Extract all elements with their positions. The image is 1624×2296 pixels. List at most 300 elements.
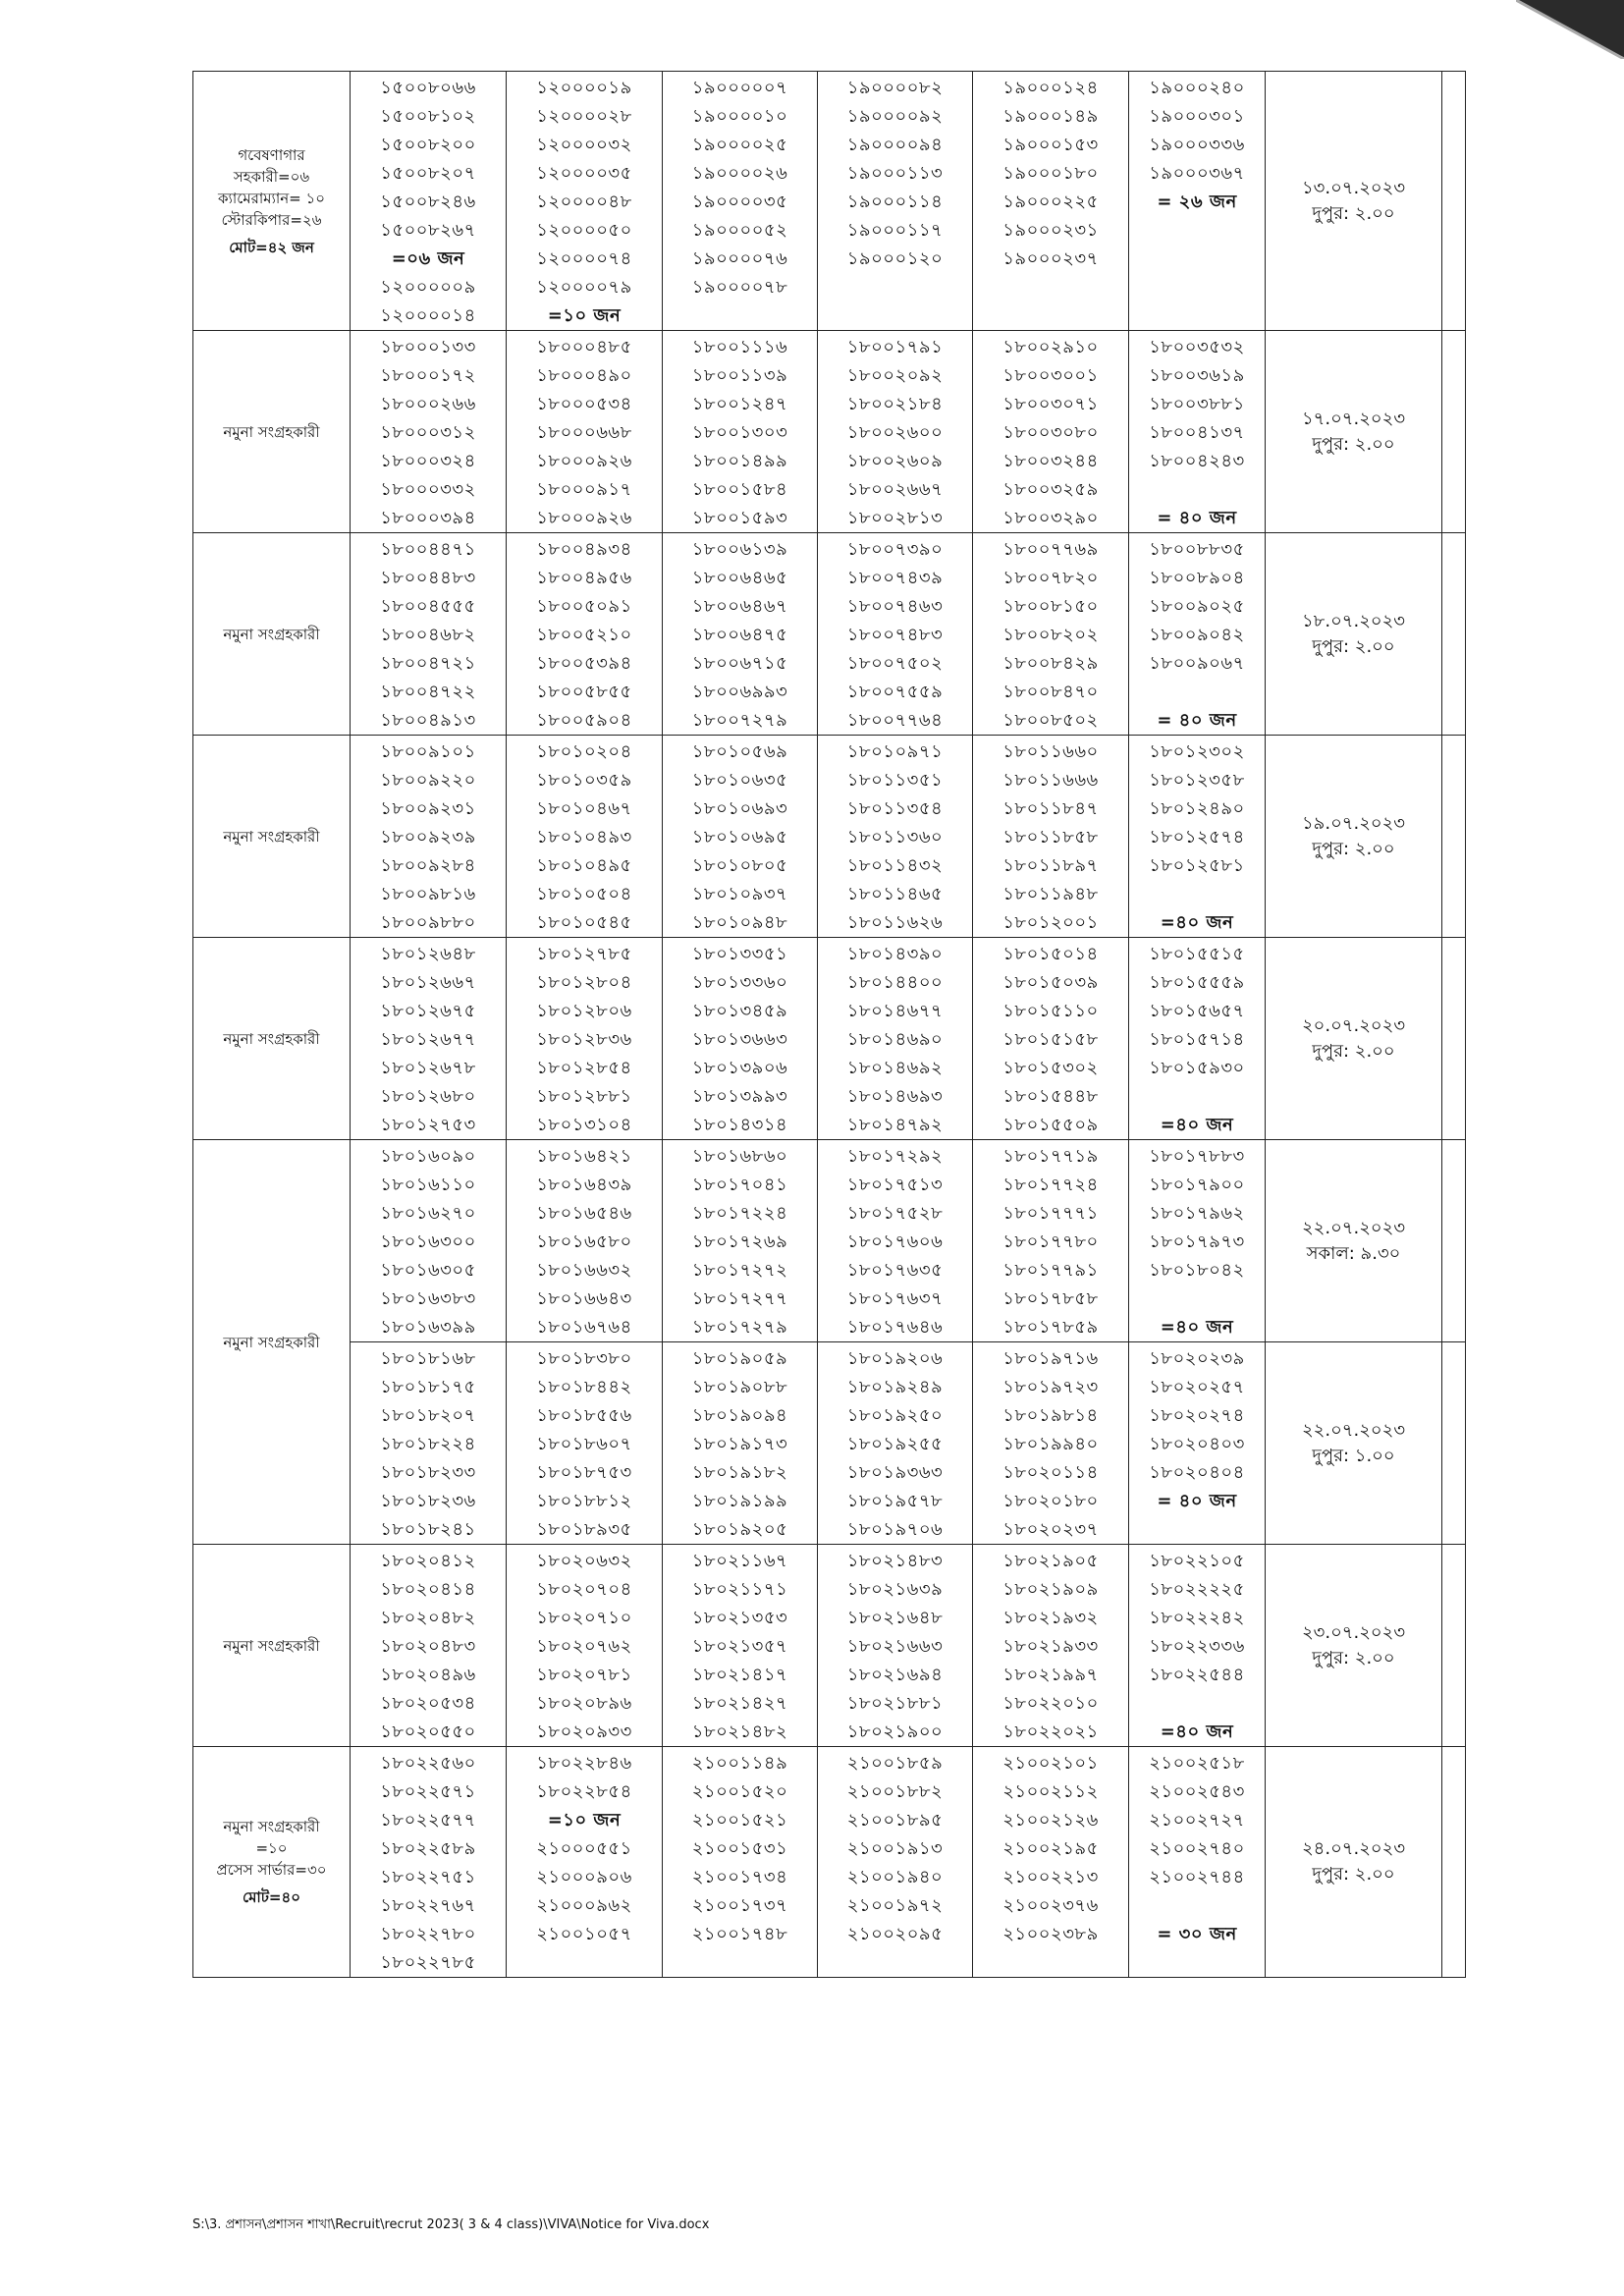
roll-number: ১২০০০০১৪ [380,305,476,326]
roll-number: ১৮০০৯২৮৪ [380,855,476,876]
post-category-cell [193,1545,351,1747]
roll-number: ১৮০২০২৭৪ [1149,1405,1245,1426]
roll-number: ১৮০০১২৪৭ [691,394,788,414]
roll-number: ১৮০১৪৩১৪ [691,1115,788,1135]
roll-number: ১৮০০৬৭১৫ [691,653,788,674]
roll-number: ১৮০২০৭৮১ [536,1665,632,1685]
roll-number: ১৮০১৯০৯৪ [691,1405,788,1426]
viva-time: সকাল: ৯.৩০ [1306,1242,1401,1264]
viva-date: ১৮.০৭.২০২৩ [1301,610,1406,631]
roll-number: ১৮০২০৪০৪ [1149,1462,1245,1483]
roll-number: ১৮০০৭৪৩৯ [846,568,944,588]
roll-number: ১৮০১৪৬৯৩ [846,1086,944,1107]
roll-number: ১৮০২১৩৫৩ [691,1608,788,1628]
roll-number: ১৮০১৫৭১৪ [1149,1029,1245,1050]
roll-number: ১৮০১২৮০৪ [536,972,632,993]
roll-number: ২১০০১৯১৩ [846,1838,944,1859]
roll-number: ২১০০২৫১৮ [1149,1753,1245,1774]
roll-number: ১৮০০৯৮৮০ [380,912,476,933]
roll-number: ১৮০০৭৪৬৩ [846,596,944,617]
schedule-body [193,72,1466,1978]
roll-number: ১৮০১৪৬৯০ [846,1029,944,1050]
roll-number: ১৮০১১৮৪৭ [1002,798,1099,819]
roll-number: ১৮০১৪৬৭৭ [846,1001,944,1021]
candidate-count: =০৬ জন [391,248,465,269]
roll-number: ১৮০১০৪৬৭ [536,798,632,819]
roll-number: ১৮০১৮৫৫৬ [536,1405,632,1426]
viva-time: দুপুর: ২.০০ [1312,1864,1395,1885]
roll-number: ১৮০০০৩২৪ [380,451,476,471]
post-category-line: নমুনা সংগ্রহকারী [223,422,320,441]
roll-number: ১৮০০৮৯০৪ [1149,568,1245,588]
roll-number: ২১০০১৫৩১ [691,1838,788,1859]
roll-number: ১৯০০০১২০ [846,248,944,269]
roll-number: ১৮০২২৫৬০ [380,1753,476,1774]
roll-number: ১৮০০৭৫৫৯ [846,682,944,702]
roll-number: ১৯০০০০৭৮ [691,277,788,298]
roll-number-cell [507,1140,663,1342]
roll-number: ১৮০১১৮৫৮ [1002,827,1099,847]
post-category-line: =১০ [255,1839,288,1857]
schedule-row [193,331,1466,533]
roll-number: ১৯০০০১৪৯ [1002,106,1099,127]
roll-number: ২১০০২০৯৫ [846,1924,944,1944]
roll-number: ১৮০১৫৫৫৯ [1149,972,1245,993]
roll-number: ১৮০১৫৫১৫ [1149,944,1245,964]
roll-number: ২১০০২২১৩ [1002,1867,1099,1887]
roll-number: ১৯০০০০৫২ [691,220,788,241]
roll-number-cell [351,331,507,533]
roll-number [1129,1689,1265,1718]
roll-number: ১৮০১৬৩৮৩ [380,1288,476,1309]
roll-number: ২১০০১৭৩৭ [691,1895,788,1916]
roll-number-cell [351,72,507,331]
roll-number: ১৮০১০৫৪৫ [536,912,632,933]
viva-date-cell [1266,1342,1442,1545]
roll-number: ১৮০০১১৩৯ [691,365,788,386]
roll-number: ১৮০১৩৬৬৩ [691,1029,788,1050]
roll-number-cell [973,72,1129,331]
viva-date-cell [1266,1545,1442,1747]
roll-number: ২১০০১৭৪৮ [691,1924,788,1944]
roll-number: ১৮০১৬৮৬০ [691,1146,788,1167]
roll-number: ১৮০০৮২০২ [1002,625,1099,645]
roll-number: ২১০০২১৯৫ [1002,1838,1099,1859]
roll-number: ১৮০১৫৬৫৭ [1149,1001,1245,1021]
roll-number-cell [351,1545,507,1747]
roll-number-cell [663,1747,818,1978]
roll-number: ১৮০১৬৪৩৯ [536,1175,632,1195]
roll-number: ১৮০২০১৮০ [1002,1491,1099,1511]
roll-number: ১৮০১৬৩০৫ [380,1260,476,1281]
roll-number-cell [1129,331,1266,533]
roll-number: ২১০০১১৪৯ [691,1753,788,1774]
roll-number: ১৮০১৯২৪৯ [846,1377,944,1397]
roll-number: ২১০০১৯৭২ [846,1895,944,1916]
roll-number: ১৮০০৬৪৬৫ [691,568,788,588]
roll-number: ১৮০১৫১৫৮ [1002,1029,1099,1050]
roll-number-cell [351,1747,507,1978]
roll-number: ১৮০১৬৬৪৩ [536,1288,632,1309]
roll-number: ১৮০১৯২০৫ [691,1519,788,1540]
post-category-total: মোট=৪০ [243,1888,300,1906]
roll-number: ১৮০১৬৭৬৪ [536,1317,632,1338]
viva-time: দুপুর: ১.০০ [1312,1445,1395,1466]
roll-number: ১৮০২২৭৮৫ [380,1952,476,1973]
roll-number: ১৮০১০২০৪ [536,741,632,762]
roll-number: ১৮০০৪৯৫৬ [536,568,632,588]
roll-number: ১৮০০০৪৮৫ [536,337,632,357]
roll-number: ১৮০২১৯০৯ [1002,1579,1099,1600]
viva-time: দুপুর: ২.০০ [1312,433,1395,455]
roll-number: ১৮০০৫৮৫৫ [536,682,632,702]
roll-number: ১৮০১৬৩৯৯ [380,1317,476,1338]
roll-number: ১৮০১৭৯৭৩ [1149,1231,1245,1252]
roll-number: ১৮০১০৩৫৯ [536,770,632,791]
roll-number: ১৫০০৮২০৭ [380,163,476,184]
post-category-cell [193,1140,351,1545]
roll-number: ১৮০২১৯০৫ [1002,1551,1099,1571]
roll-number: ১৮০০৪১৩৭ [1149,422,1245,443]
roll-number: ১৮০২০১১৪ [1002,1462,1099,1483]
post-category-line: গবেষণাগার [238,145,305,164]
viva-date-cell [1266,331,1442,533]
post-category-line: নমুনা সংগ্রহকারী [223,1818,320,1835]
roll-number: ১৮০২১৪১৭ [691,1665,788,1685]
roll-number: ১৮০০৩৮৮১ [1149,394,1245,414]
roll-number-cell [1129,1342,1266,1545]
roll-number: ১৮০১৩৪৫৯ [691,1001,788,1021]
roll-number: ১৮০২২৭৮০ [380,1924,476,1944]
roll-number: ২১০০১৮৯৫ [846,1810,944,1831]
roll-number: ১৮০১৭৮৫৮ [1002,1288,1099,1309]
post-category-total: মোট=৪২ জন [229,238,314,256]
roll-number: ২১০০১৫২১ [691,1810,788,1831]
roll-number-cell [973,1747,1129,1978]
schedule-row [193,1747,1466,1978]
roll-number: ১৮০১৭৭৮০ [1002,1231,1099,1252]
roll-number: ১৯০০০১১৩ [846,163,944,184]
roll-number: ১৮০০১৫৮৪ [691,479,788,500]
roll-number: ১৮০০০৩৯৪ [380,508,476,528]
roll-number: ১৮০১২৫৮১ [1149,855,1245,876]
viva-time: দুপুর: ২.০০ [1312,838,1395,859]
roll-number: ১৮০১৯৭২৩ [1002,1377,1099,1397]
blank-cell [1442,533,1466,736]
candidate-count: =৪০ জন [1160,1317,1234,1338]
schedule-row [193,736,1466,938]
roll-number: ১৮০২২৮৫৪ [536,1781,632,1802]
roll-number: ২১০০২৩৮৯ [1002,1924,1099,1944]
roll-number: ১৮০০৩২৪৪ [1002,451,1099,471]
blank-cell [1442,331,1466,533]
schedule-row [193,1545,1466,1747]
roll-number: ১৮০১৭৫১৩ [846,1175,944,1195]
roll-number: ১৮০০৮১৫০ [1002,596,1099,617]
schedule-row [193,1140,1466,1342]
roll-number: ১৮০০২১৮৪ [846,394,944,414]
roll-number: ১৮০০৩০০১ [1002,365,1099,386]
blank-cell [1442,72,1466,331]
roll-number-cell [973,1545,1129,1747]
roll-number-cell [973,736,1129,938]
roll-number: ১৮০১১৬৬০ [1002,741,1099,762]
roll-number: ১৮০১৯১৯৯ [691,1491,788,1511]
viva-date: ২২.০৭.২০২৩ [1301,1217,1406,1238]
roll-number: ২১০০২১২৬ [1002,1810,1099,1831]
roll-number-cell [1129,72,1266,331]
roll-number: ১৮০২২৭৬৭ [380,1895,476,1916]
roll-number: ১৮০০৩০৮০ [1002,422,1099,443]
viva-time: দুপুর: ২.০০ [1312,635,1395,657]
roll-number: ১৮০১২৩০২ [1149,741,1245,762]
roll-number: ১৮০১৮৪৪২ [536,1377,632,1397]
roll-number: ১৮০১৮২০৭ [380,1405,476,1426]
roll-number: ১৮০২১১৭১ [691,1579,788,1600]
roll-number: ১৮০১৬০৯০ [380,1146,476,1167]
roll-number: ১৮০০৯৮১৬ [380,884,476,904]
roll-number: ১৮০০৫২১০ [536,625,632,645]
roll-number: ১৮০১৮১৭৫ [380,1377,476,1397]
roll-number: ১৮০১৮২৪১ [380,1519,476,1540]
roll-number: ১৮০০৯০৬৭ [1149,653,1245,674]
roll-number: ১৮০১৯০৫৯ [691,1348,788,1369]
post-category-cell [193,72,351,331]
roll-number: ১৮০১৬৬৩২ [536,1260,632,1281]
blank-cell [1442,1747,1466,1978]
roll-number: ১৮০২১৪৮২ [691,1722,788,1742]
viva-date-cell [1266,938,1442,1140]
roll-number: ১৮০০৯২৩১ [380,798,476,819]
roll-number: ১৮০১৯১৮২ [691,1462,788,1483]
roll-number: ১৮০০৩০৭১ [1002,394,1099,414]
roll-number: ১৮০২০৪৮৩ [380,1636,476,1657]
roll-number: ১৮০০৬৪৬৭ [691,596,788,617]
viva-date: ২২.০৭.২০২৩ [1301,1419,1406,1441]
roll-number: ২১০০১৮৮২ [846,1781,944,1802]
roll-number: ১৯০০০০৮২ [846,78,944,98]
roll-number: ১৮০১৫০১৪ [1002,944,1099,964]
roll-number-cell [1129,1545,1266,1747]
roll-number: ১৮০০০৯১৭ [536,479,632,500]
candidate-count: =১০ জন [547,1810,622,1831]
viva-date: ১৭.০৭.২০২৩ [1301,408,1406,429]
roll-number: ১৮০২০৭০৪ [536,1579,632,1600]
roll-number: ১৯০০০০২৬ [691,163,788,184]
roll-number: ২১০০০৯৬২ [536,1895,632,1916]
roll-number: ১৮০১০৪৯৫ [536,855,632,876]
roll-number: ১৯০০০০১০ [691,106,788,127]
candidate-count: =৪০ জন [1160,1115,1234,1135]
roll-number: ১৮০১৮৮১২ [536,1491,632,1511]
roll-number [1129,475,1265,504]
roll-number: ১৮০১৭২৭৯ [691,1317,788,1338]
roll-number: ১৯০০০০০৭ [691,78,788,98]
roll-number: ১৮০১৭৬৩৭ [846,1288,944,1309]
roll-number: ১৮০০৯০৪২ [1149,625,1245,645]
roll-number: ১৮০১০৪৯৩ [536,827,632,847]
roll-number: ১৮০১৭২৬৯ [691,1231,788,1252]
roll-number: ১৮০০০৫৩৪ [536,394,632,414]
roll-number: ১৮০১৭৬০৬ [846,1231,944,1252]
roll-number: ১৮০০১৪৯৯ [691,451,788,471]
viva-date: ২৩.০৭.২০২৩ [1301,1621,1406,1643]
roll-number: ১৮০২১৬৩৯ [846,1579,944,1600]
roll-number-cell [663,1342,818,1545]
roll-number-cell [973,533,1129,736]
roll-number-cell [507,331,663,533]
roll-number: ১৮০২০৭১০ [536,1608,632,1628]
roll-number: ১৮০০৭৮২০ [1002,568,1099,588]
roll-number: ১৮০২১৩৫৭ [691,1636,788,1657]
roll-number: ১৮০১৫৯৩০ [1149,1058,1245,1078]
roll-number: ১৮০১০৫৬৯ [691,741,788,762]
roll-number-cell [507,736,663,938]
post-category-line: সহকারী=০৬ [233,167,310,186]
roll-number: ১৮০০৬১৩৯ [691,539,788,560]
roll-number: ১৮০২২৫৭১ [380,1781,476,1802]
post-category-cell [193,533,351,736]
roll-number: ১৮০০৪৬৮২ [380,625,476,645]
roll-number: ১৮০২০৫৩৪ [380,1693,476,1714]
roll-number-cell [663,331,818,533]
roll-number: ১৮০১২৪৯০ [1149,798,1245,819]
roll-number: ১৫০০৮২০০ [380,135,476,155]
roll-number: ১৮০১০৬৯৩ [691,798,788,819]
roll-number: ১৮০১৩৯৯৩ [691,1086,788,1107]
candidate-count: =৪০ জন [1160,1722,1234,1742]
roll-number: ১৮০২০৪১৪ [380,1579,476,1600]
roll-number: ১৮০০৫৯০৪ [536,710,632,731]
roll-number: ১৮০১৮৯৩৫ [536,1519,632,1540]
roll-number: ১৮০১২৬৭৭ [380,1029,476,1050]
roll-number: ১৮০১২৬৮০ [380,1086,476,1107]
roll-number: ১৮০১৭২৭৭ [691,1288,788,1309]
roll-number: ১৮০১৬৫৪৬ [536,1203,632,1224]
roll-number: ১৮০২১৯০০ [846,1722,944,1742]
roll-number: ১৮০১৩৩৬০ [691,972,788,993]
roll-number: ২১০০২১১২ [1002,1781,1099,1802]
roll-number: ১৮০০৭৩৯০ [846,539,944,560]
roll-number: ১৮০১৯২৫৫ [846,1434,944,1454]
roll-number: ১৮০০৮৪২৯ [1002,653,1099,674]
roll-number: ১৯০০০২২৫ [1002,191,1099,212]
roll-number: ১৯০০০০৭৬ [691,248,788,269]
roll-number: ১৮০১৯২৫০ [846,1405,944,1426]
roll-number-cell [818,1140,973,1342]
blank-cell [1442,736,1466,938]
roll-number: ১৮০২০৪৯৬ [380,1665,476,1685]
roll-number: ১৮০১৭০৪১ [691,1175,788,1195]
roll-number: ২১০০২৭৪৪ [1149,1867,1245,1887]
blank-cell [1442,938,1466,1140]
roll-number-cell [1129,938,1266,1140]
roll-number: ১৮০২২২৪২ [1149,1608,1245,1628]
viva-time: দুপুর: ২.০০ [1312,1040,1395,1062]
roll-number-cell [507,72,663,331]
roll-number: ১৮০২২৫৭৭ [380,1810,476,1831]
roll-number: ১৮০০৮৮৩৫ [1149,539,1245,560]
viva-date: ১৩.০৭.২০২৩ [1301,177,1406,198]
schedule-row [193,1342,1466,1545]
roll-number: ১৮০০০৩১২ [380,422,476,443]
roll-number: ১৮০১১৬২৬ [846,912,944,933]
roll-number: ১৮০০৪৯১৩ [380,710,476,731]
roll-number-cell [663,1140,818,1342]
roll-number-cell [351,736,507,938]
roll-number: ১৮০০৫০৯১ [536,596,632,617]
roll-number: ১৮০০৭৭৬৪ [846,710,944,731]
roll-number: ১৮০০৯২২০ [380,770,476,791]
roll-number: ১২০০০০০৯ [380,277,476,298]
roll-number: ১৯০০০৩৩৬ [1149,135,1245,155]
roll-number: ১৮০১২৮৮১ [536,1086,632,1107]
roll-number: ১৮০০০১৩৩ [380,337,476,357]
roll-number: ১৮০১১৮৯৭ [1002,855,1099,876]
roll-number-cell [663,533,818,736]
schedule-row [193,938,1466,1140]
blank-cell [1442,1545,1466,1747]
roll-number-cell [1129,1747,1266,1978]
roll-number: ১৮০০৭৪৮৩ [846,625,944,645]
roll-number: ১৮০২০২৩৭ [1002,1519,1099,1540]
roll-number: ১৮০০০৩৩২ [380,479,476,500]
roll-number-cell [1129,736,1266,938]
roll-number: ১৮০০৪৪৭১ [380,539,476,560]
roll-number: ১৮০১৫০৩৯ [1002,972,1099,993]
roll-number-cell [973,1342,1129,1545]
roll-number: ১৮০১৬১১০ [380,1175,476,1195]
roll-number: ১৯০০০১৮০ [1002,163,1099,184]
roll-number: ১৮০২২৫৮৯ [380,1838,476,1859]
roll-number: ১৮০১০৯৪৮ [691,912,788,933]
post-category-cell [193,736,351,938]
roll-number: ১৮০১৭৮৮৩ [1149,1146,1245,1167]
roll-number: ১৮০১৮২৩৬ [380,1491,476,1511]
candidate-count: = ৪০ জন [1157,710,1237,731]
roll-number: ১৮০১৯১৭৩ [691,1434,788,1454]
roll-number: ১৮০১১৪৬৫ [846,884,944,904]
roll-number: ১২০০০০৪৮ [536,191,632,212]
roll-number: ১৮০২১১৬৭ [691,1551,788,1571]
roll-number: ১২০০০০৩২ [536,135,632,155]
roll-number: ১৮০১৭২৭২ [691,1260,788,1281]
roll-number: ১৮০২০৮৯৬ [536,1693,632,1714]
roll-number: ১৮০১০৫০৪ [536,884,632,904]
roll-number: ১৮০০১৩০৩ [691,422,788,443]
roll-number: ১৮০১৯২০৬ [846,1348,944,1369]
candidate-count: = ২৬ জন [1157,191,1237,212]
roll-number: ১৮০১১৩৫৪ [846,798,944,819]
schedule-row [193,533,1466,736]
roll-number: ১৫০০৮২৪৬ [380,191,476,212]
post-category-cell [193,938,351,1140]
roll-number: ১৮০২০৫৫০ [380,1722,476,1742]
roll-number: ১৮০১৫৫০৯ [1002,1115,1099,1135]
roll-number: ১৮০১২৭৫৩ [380,1115,476,1135]
file-path-footer: S:\3. প্রশাসন\প্রশাসন শাখা\Recruit\recrut 2023( 3 & 4 class)\VIVA\Notice for Viva.docx [192,2217,710,2232]
roll-number: ২১০০১৮৫৯ [846,1753,944,1774]
roll-number: ১৯০০০১১৭ [846,220,944,241]
roll-number: ১৮০২২৫৪৪ [1149,1665,1245,1685]
roll-number-cell [663,72,818,331]
roll-number-cell [351,938,507,1140]
roll-number: ১৮০০৯১০১ [380,741,476,762]
roll-number: ১৮০১৭৯০০ [1149,1175,1245,1195]
viva-date: ১৯.০৭.২০২৩ [1301,812,1406,834]
roll-number: ১২০০০০৫০ [536,220,632,241]
candidate-count: =৪০ জন [1160,912,1234,933]
